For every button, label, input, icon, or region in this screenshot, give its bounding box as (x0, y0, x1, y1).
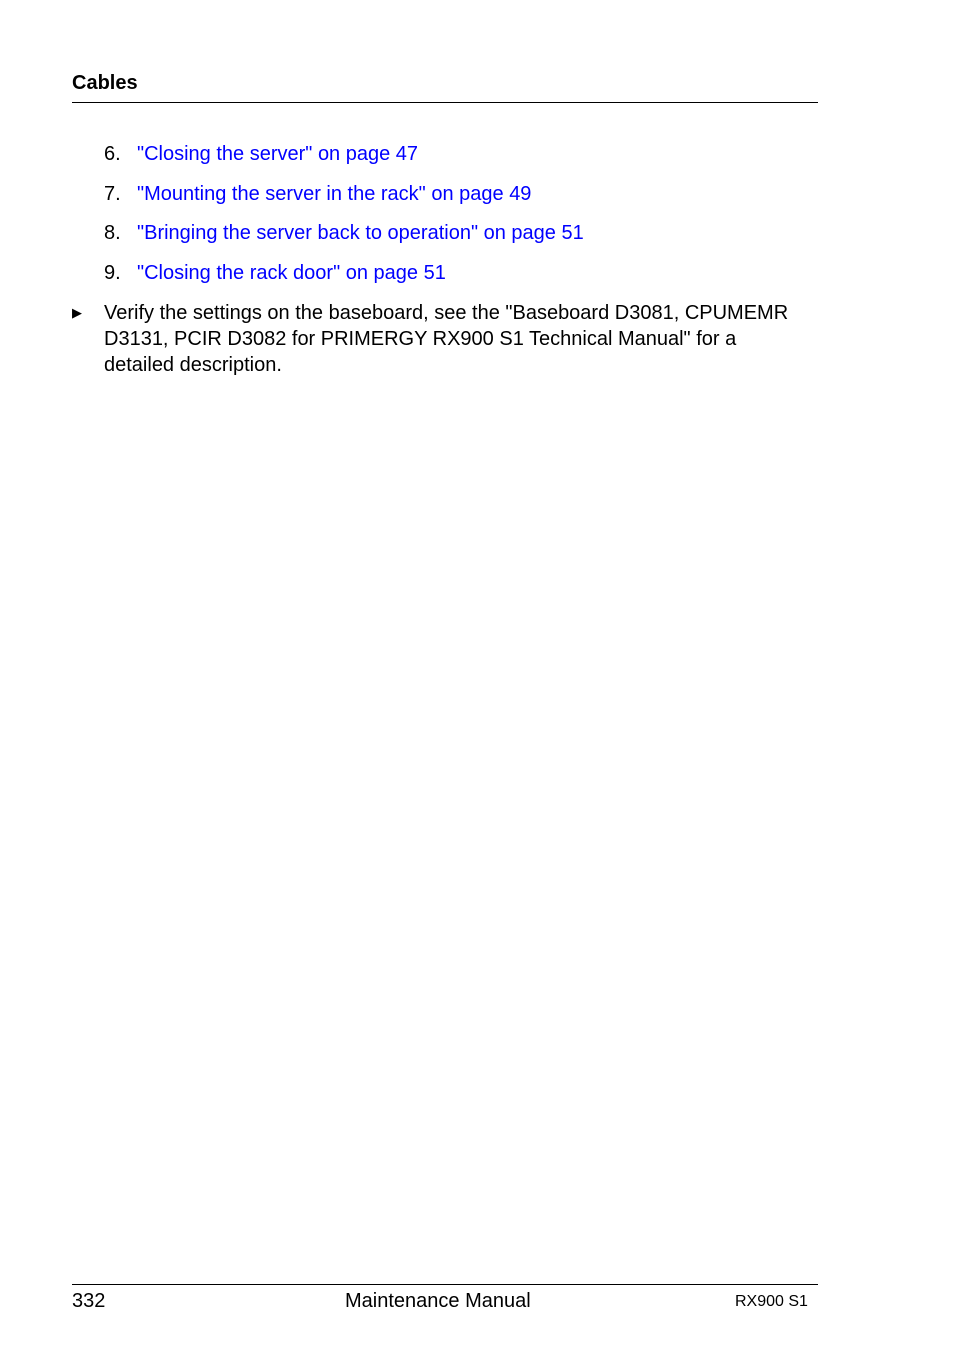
instruction-paragraph (72, 300, 818, 378)
step-link-bringing-server-back[interactable]: "Bringing the server back to operation" on page 51 (137, 222, 584, 244)
manual-title: Maintenance Manual (345, 1290, 531, 1312)
list-item (104, 220, 584, 260)
step-link-closing-server[interactable]: "Closing the server" on page 47 (137, 143, 419, 165)
step-number: 8. (104, 222, 121, 244)
page-number: 332 (72, 1290, 106, 1312)
footer-divider (72, 1284, 818, 1285)
header-divider (72, 102, 818, 103)
step-link-mounting-server[interactable]: "Mounting the server in the rack" on page 49 (137, 182, 532, 205)
instruction-text: Verify the settings on the baseboard, see the "Baseboard D3081, CPUMEMR D3131, PCIR D3082 for PRIMERGY RX900 S1 Technical Manual" for a detailed description. (104, 302, 789, 376)
step-number: 6. (104, 143, 121, 165)
step-number: 9. (104, 261, 121, 284)
step-list (104, 141, 584, 299)
section-title: Cables (72, 72, 138, 94)
step-number: 7. (104, 182, 121, 205)
model-name: RX900 S1 (735, 1293, 808, 1310)
list-item (104, 141, 584, 181)
triangle-right-icon: ▶ (72, 305, 82, 320)
list-item (104, 260, 584, 300)
step-link-closing-rack-door[interactable]: "Closing the rack door" on page 51 (137, 261, 446, 284)
list-item (104, 181, 584, 221)
